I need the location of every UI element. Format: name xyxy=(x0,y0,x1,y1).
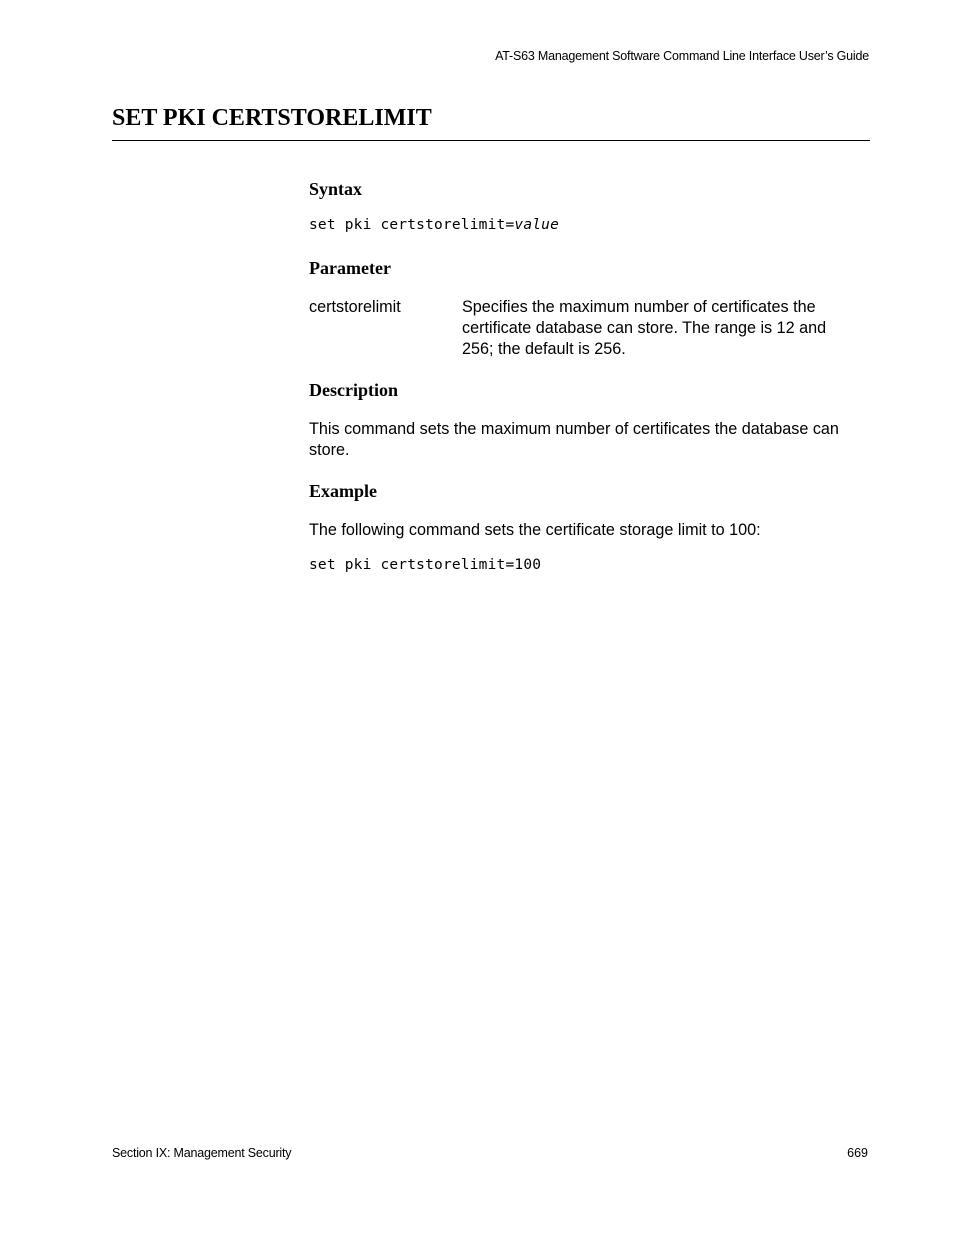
parameter-heading: Parameter xyxy=(309,258,391,278)
page-title: SET PKI CERTSTORELIMIT xyxy=(112,105,432,131)
parameter-description: Specifies the maximum number of certificates the certificate database can store. The range is 12 and 256; the default is 256. xyxy=(462,298,827,358)
parameter-name: certstorelimit xyxy=(309,298,401,316)
syntax-command-prefix: set pki certstorelimit= xyxy=(309,217,515,233)
running-header: AT-S63 Management Software Command Line Interface User’s Guide xyxy=(495,49,869,63)
description-text: This command sets the maximum number of certificates the database can store. xyxy=(309,420,839,459)
syntax-command-variable: value xyxy=(514,217,560,233)
syntax-command xyxy=(309,217,559,233)
example-intro: The following command sets the certificate storage limit to 100: xyxy=(309,521,761,539)
syntax-heading: Syntax xyxy=(309,179,363,199)
title-rule xyxy=(112,140,870,141)
description-heading: Description xyxy=(309,380,398,400)
example-heading: Example xyxy=(309,481,378,501)
example-command: set pki certstorelimit=100 xyxy=(309,557,542,573)
page-number: 669 xyxy=(847,1146,868,1160)
footer-section: Section IX: Management Security xyxy=(112,1146,292,1160)
